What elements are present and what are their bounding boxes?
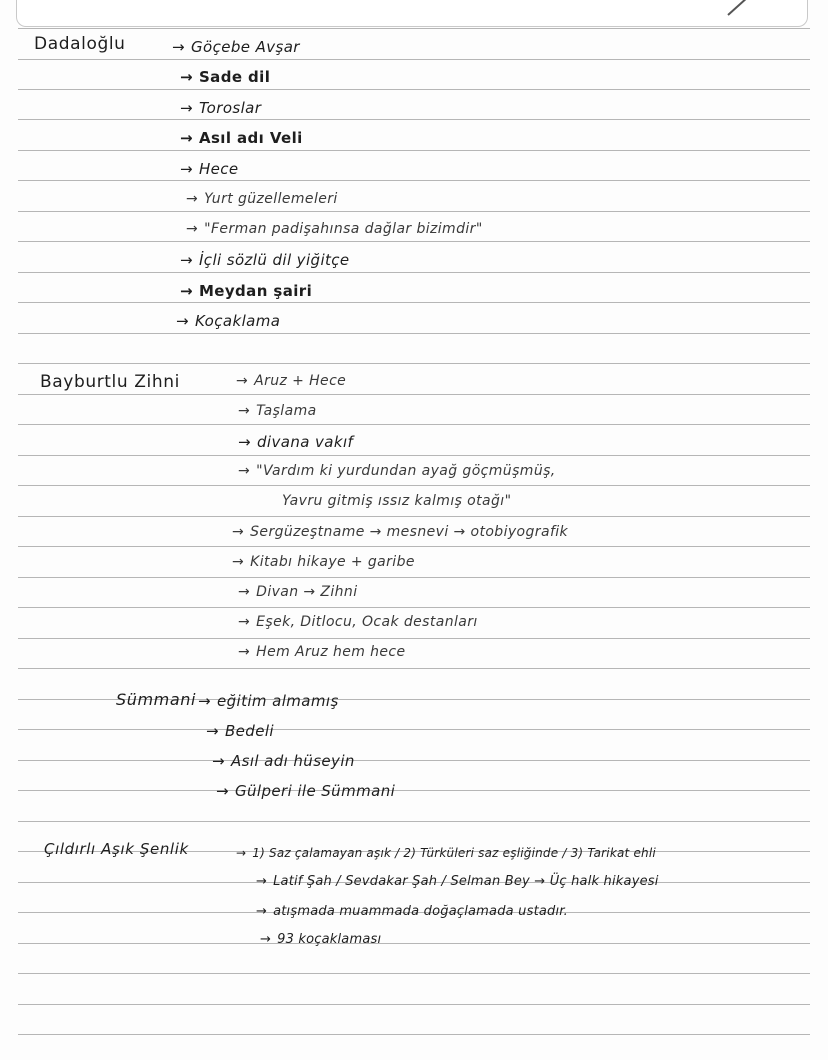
arrow-icon: →: [238, 433, 251, 451]
note-item: → 1) Saz çalamayan aşık / 2) Türküleri saz eşliğinde / 3) Tarikat ehli: [236, 846, 656, 860]
ruled-line: [18, 516, 810, 517]
arrow-icon: →: [238, 644, 251, 660]
page-header-box: [16, 0, 808, 27]
note-item: → Eşek, Ditlocu, Ocak destanları: [238, 614, 478, 630]
arrow-icon: →: [260, 932, 272, 947]
ruled-line: [18, 668, 810, 669]
section-heading-summani: Sümmani: [116, 690, 197, 709]
arrow-icon: →: [232, 554, 245, 570]
ruled-line: [18, 180, 810, 181]
note-item: → Sergüzeştname → mesnevi → otobiyografik: [232, 524, 569, 540]
ruled-line: [18, 1004, 810, 1005]
note-item: → Taşlama: [238, 403, 317, 419]
note-item: → Sade dil: [180, 68, 271, 86]
ruled-line: [18, 272, 810, 273]
arrow-icon: →: [180, 160, 193, 178]
ruled-line: [18, 546, 810, 547]
arrow-icon: →: [236, 846, 247, 860]
note-item: → İçli sözlü dil yiğitçe: [180, 251, 350, 269]
arrow-icon: →: [180, 99, 193, 117]
note-item: → Toroslar: [180, 99, 262, 117]
ruled-line: [18, 973, 810, 974]
note-item: → "Vardım ki yurdundan ayağ göçmüşmüş,: [238, 463, 556, 479]
note-item: → Latif Şah / Sevdakar Şah / Selman Bey → Üç halk hikayesi: [256, 874, 659, 889]
note-item: → Aruz + Hece: [236, 373, 347, 389]
arrow-icon: →: [198, 692, 211, 710]
note-item: → Asıl adı Veli: [180, 129, 303, 147]
arrow-icon: →: [186, 221, 199, 237]
note-item: → Bedeli: [206, 722, 274, 740]
arrow-icon: →: [216, 782, 229, 800]
arrow-icon: →: [238, 463, 251, 479]
arrow-icon: →: [176, 312, 189, 330]
ruled-line: [18, 119, 810, 120]
note-item: → Meydan şairi: [180, 282, 313, 300]
ruled-line: [18, 638, 810, 639]
section-heading-dadaloglu: Dadaloğlu: [34, 34, 126, 54]
ruled-line: [18, 943, 810, 944]
note-item: → Gülperi ile Sümmani: [216, 782, 396, 800]
ruled-line: [18, 89, 810, 90]
arrow-icon: →: [212, 752, 225, 770]
note-item: → atışmada muammada doğaçlamada ustadır.: [256, 904, 568, 919]
arrow-icon: →: [180, 251, 193, 269]
arrow-icon: →: [172, 38, 185, 56]
note-item: → Hece: [180, 160, 239, 178]
arrow-icon: →: [186, 191, 199, 207]
arrow-icon: →: [256, 904, 268, 919]
note-item: → Koçaklama: [176, 312, 281, 330]
arrow-icon: →: [180, 282, 193, 300]
ruled-line: [18, 607, 810, 608]
note-item: → Yurt güzellemeleri: [186, 191, 338, 207]
ruled-line: [18, 790, 810, 791]
note-item: → 93 koçaklaması: [260, 932, 382, 947]
note-item: → eğitim almamış: [198, 692, 339, 710]
ruled-line: [18, 28, 810, 29]
arrow-icon: →: [180, 68, 193, 86]
ruled-line: [18, 424, 810, 425]
section-heading-cildirli-asik-senlik: Çıldırlı Aşık Şenlik: [44, 840, 189, 858]
ruled-line: [18, 455, 810, 456]
ruled-line: [18, 1034, 810, 1035]
ruled-line: [18, 394, 810, 395]
note-item: → divana vakıf: [238, 433, 354, 451]
arrow-icon: →: [238, 403, 251, 419]
arrow-icon: →: [206, 722, 219, 740]
arrow-icon: →: [232, 524, 245, 540]
ruled-line: [18, 211, 810, 212]
note-item: → Hem Aruz hem hece: [238, 644, 406, 660]
arrow-icon: →: [238, 584, 251, 600]
note-item: → Göçebe Avşar: [172, 38, 300, 56]
ruled-line: [18, 760, 810, 761]
ruled-line: [18, 333, 810, 334]
ruled-line: [18, 59, 810, 60]
ruled-line: [18, 363, 810, 364]
ruled-line: [18, 821, 810, 822]
ruled-line: [18, 577, 810, 578]
section-heading-bayburtlu-zihni: Bayburtlu Zihni: [40, 372, 180, 392]
arrow-icon: →: [180, 129, 193, 147]
ruled-line: [18, 485, 810, 486]
note-item: → "Ferman padişahınsa dağlar bizimdir": [186, 221, 483, 237]
arrow-icon: →: [238, 614, 251, 630]
note-item: → Asıl adı hüseyin: [212, 752, 355, 770]
ruled-line: [18, 302, 810, 303]
note-item: → Kitabı hikaye + garibe: [232, 554, 415, 570]
ruled-line: [18, 241, 810, 242]
ruled-line: [18, 729, 810, 730]
arrow-icon: →: [236, 373, 249, 389]
arrow-icon: →: [256, 874, 268, 889]
ruled-line: [18, 150, 810, 151]
note-item: → Divan → Zihni: [238, 584, 358, 600]
note-item-continuation: Yavru gitmiş ıssız kalmış otağı": [282, 493, 512, 509]
